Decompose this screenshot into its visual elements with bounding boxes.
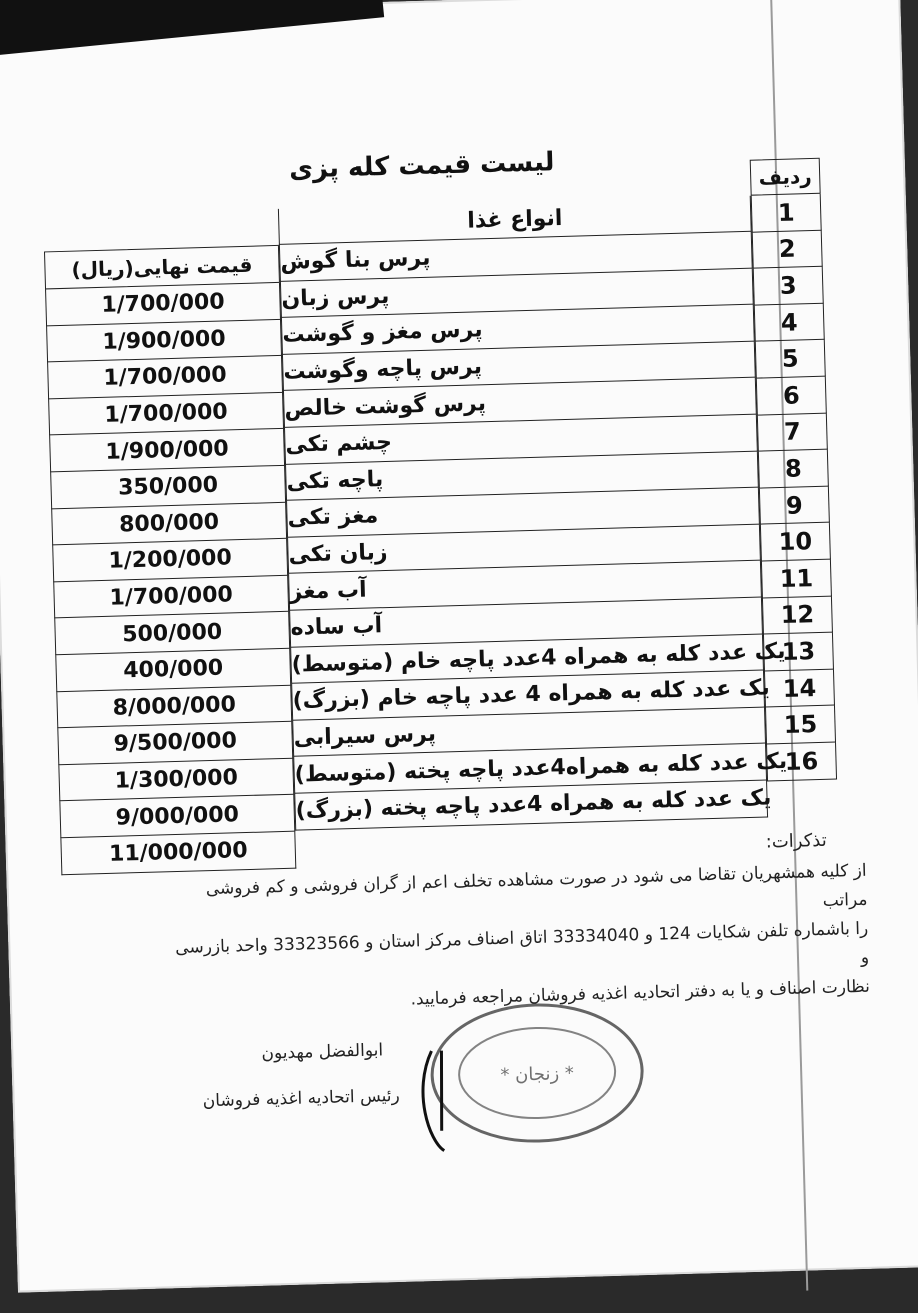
food-item: پرس بنا گوش [279, 232, 753, 282]
food-item: یک عدد کله به همراه4عدد پاچه پخته (متوسط) [293, 744, 767, 794]
row-number: 16 [766, 743, 837, 782]
page-title: لیست قیمت کله پزی [288, 147, 555, 185]
row-number: 9 [759, 486, 830, 525]
row-number: 10 [760, 523, 831, 562]
notes-line: را باشماره تلفن شکایات 124 و 33334040 اتاق اصناف مرکز استان و 33323566 واحد بازرسی و [174, 918, 870, 968]
row-number: 11 [761, 560, 832, 599]
price-value: 1/900/000 [49, 429, 285, 472]
food-item: پرس سیرابی [292, 707, 766, 757]
notes-line: نظارت اصناف و یا به دفتر اتحادیه اغذیه فروشان مراجعه فرمایید. [410, 976, 871, 1010]
row-number: 13 [763, 633, 834, 672]
price-value: 9/000/000 [59, 795, 295, 838]
food-item: پرس مغز و گوشت [281, 305, 755, 355]
price-value: 800/000 [51, 502, 287, 545]
food-item: یک عدد کله به همراه 4عدد پاچه خام (متوسط) [290, 634, 764, 684]
signature-title: رئیس اتحادیه اغذیه فروشان [202, 1085, 400, 1112]
price-value: 500/000 [54, 612, 290, 655]
header-row-number: ردیف [750, 158, 821, 196]
row-number: 12 [762, 596, 833, 635]
food-item: پرس زبان [280, 268, 754, 318]
row-number: 2 [752, 230, 823, 269]
price-value: 350/000 [50, 466, 286, 509]
row-number: 5 [755, 340, 826, 379]
price-value: 1/700/000 [45, 283, 281, 326]
food-item: پرس پاچه وگوشت [282, 341, 756, 391]
row-number: 4 [754, 304, 825, 343]
row-number: 15 [765, 706, 836, 745]
price-value: 8/000/000 [56, 685, 292, 728]
food-item: یک عدد کله به همراه 4 عدد پاچه خام (بزرگ) [291, 671, 765, 721]
price-value: 11/000/000 [60, 832, 296, 875]
price-value: 1/300/000 [58, 758, 294, 801]
notes-line: از کلیه همشهریان تقاضا می شود در صورت مشاهده تخلف اعم از گران فروشی و کم فروشی مراتب [205, 860, 868, 911]
price-value: 1/700/000 [53, 576, 289, 619]
price-value: 1/700/000 [47, 356, 283, 399]
food-item: یک عدد کله به همراه 4عدد پاچه پخته (بزرگ) [294, 780, 768, 830]
signature-name: ابوالفضل مهدیون [261, 1040, 384, 1064]
food-item: مغز تکی [286, 488, 760, 538]
header-food: انواع غذا [278, 196, 752, 245]
row-number: 8 [758, 450, 829, 489]
official-stamp [410, 985, 655, 1162]
food-item: چشم تکی [284, 415, 758, 465]
row-number: 1 [751, 194, 822, 233]
food-item: پرس گوشت خالص [283, 378, 757, 428]
food-item: پاچه تکی [285, 451, 759, 501]
row-number: 14 [764, 669, 835, 708]
header-price: قیمت نهایی(ریال) [44, 245, 280, 290]
row-number: 7 [757, 413, 828, 452]
price-value: 400/000 [55, 649, 291, 692]
row-number: 6 [756, 377, 827, 416]
food-item: آب مغز [288, 561, 762, 611]
price-value: 1/700/000 [48, 393, 284, 436]
svg-text:* زنجان *: * زنجان * [500, 1062, 575, 1087]
notes-title: تذکرات: [765, 829, 828, 853]
row-number: 3 [753, 267, 824, 306]
food-item: آب ساده [289, 598, 763, 648]
price-value: 1/900/000 [46, 319, 282, 362]
food-item: زبان تکی [287, 524, 761, 574]
price-value: 1/200/000 [52, 539, 288, 582]
price-value: 9/500/000 [57, 722, 293, 765]
